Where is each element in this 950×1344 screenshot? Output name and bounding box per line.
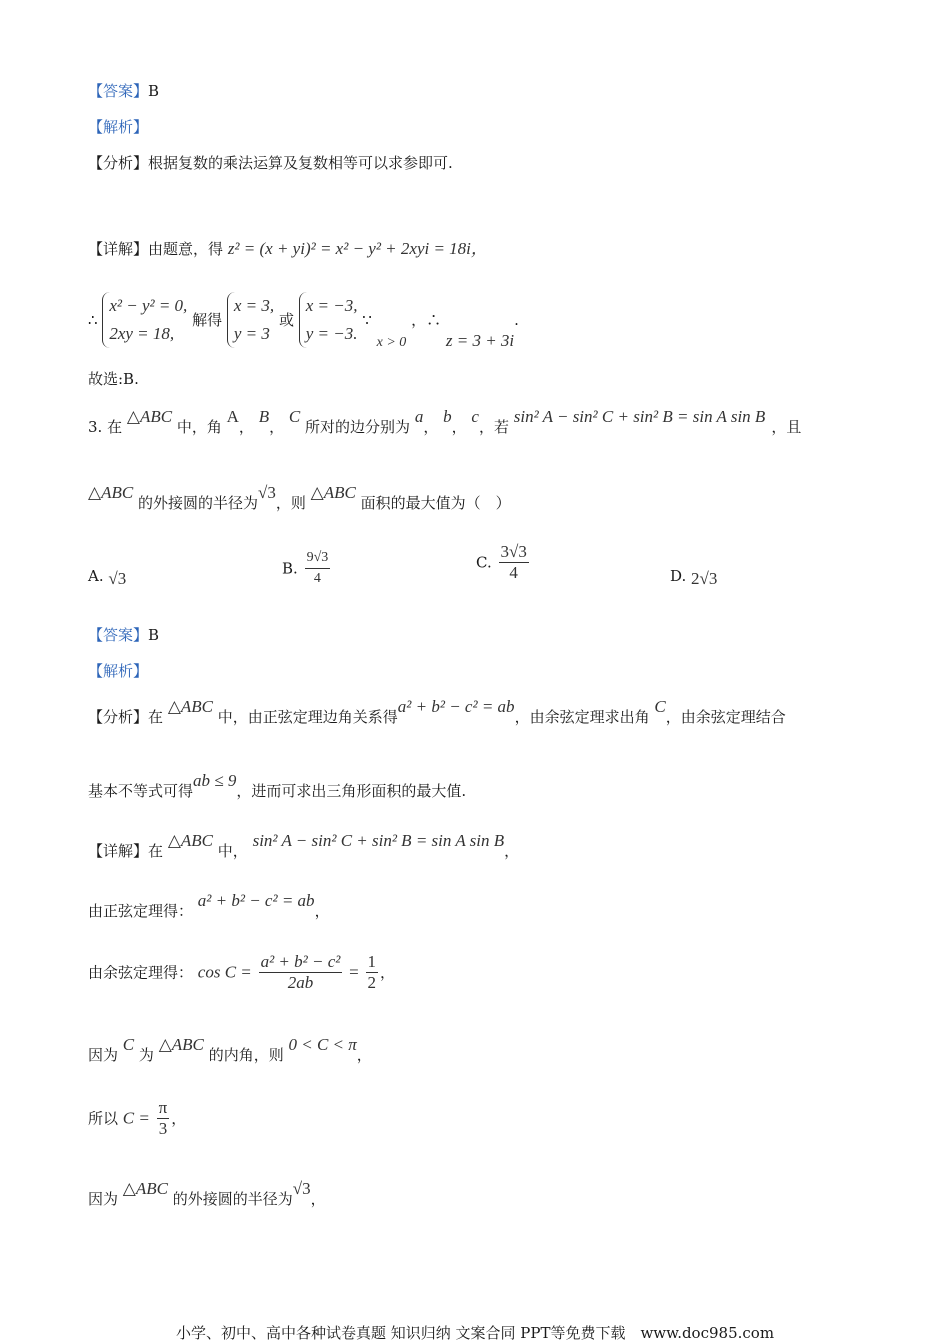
so-lhs: C = — [122, 1108, 150, 1128]
q3-explanation-line — [88, 660, 148, 682]
option-c-label: C. — [476, 553, 492, 572]
cosine-rule-line — [88, 952, 395, 993]
q2-analysis-line — [88, 152, 453, 174]
q3-text: 所对的边分别为 — [305, 418, 411, 436]
answer-value: B — [148, 82, 160, 100]
system-3-row-2: y = −3. — [305, 324, 358, 343]
equation-system-1 — [102, 292, 187, 348]
cosine-fraction — [259, 952, 343, 993]
option-c-denominator: 4 — [509, 563, 518, 582]
cosine-end: ， — [380, 963, 396, 982]
option-d-label: D. — [670, 567, 687, 585]
cosine-numerator: a² + b² − c² — [260, 952, 341, 971]
system-2-row-1: x = 3, — [233, 296, 275, 315]
triangle-label: △ABC — [126, 407, 173, 426]
q2-answer-line — [88, 80, 159, 102]
pi-numerator: π — [158, 1098, 168, 1117]
side-b: b — [443, 407, 452, 426]
option-a — [88, 566, 126, 586]
q3-text: 中，角 — [176, 418, 222, 436]
result-end: . — [514, 311, 519, 329]
radius-value: √3 — [292, 1179, 311, 1198]
q3-analysis-line-2 — [88, 771, 467, 802]
detail-label: 【详解】 — [88, 842, 149, 860]
detail-text: 中， — [217, 842, 248, 860]
triangle-label: △ABC — [122, 1179, 168, 1198]
condition: x > 0 — [376, 335, 407, 350]
triangle-label: △ABC — [158, 1035, 204, 1054]
sine-rule-line — [88, 891, 330, 922]
option-b-denominator: 4 — [313, 571, 321, 586]
pi-denominator: 3 — [158, 1119, 168, 1138]
angle-a: A — [226, 407, 239, 426]
analysis-text: 在 — [148, 708, 164, 726]
option-c-numerator: 3√3 — [500, 542, 527, 561]
so-line — [88, 1098, 186, 1139]
detail-formula: z² = (x + yi)² = x² − y² + 2xyi = 18i， — [227, 239, 488, 258]
solve-text: 解得 — [192, 311, 223, 329]
q2-detail-line — [88, 238, 488, 260]
separator: ， — [269, 418, 285, 436]
system-1-row-1: x² − y² = 0, — [109, 296, 188, 315]
triangle-label: △ABC — [310, 483, 356, 502]
because-symbol: ∵ — [362, 311, 372, 329]
q3-text: 的外接圆的半径为 — [137, 494, 258, 512]
half-fraction — [366, 952, 379, 993]
detail-text: 在 — [148, 842, 164, 860]
q3-number: 3. 在 — [88, 418, 123, 436]
choice-text: 故选:B. — [88, 370, 139, 388]
analysis-label: 【分析】 — [88, 154, 149, 172]
option-c — [476, 542, 531, 583]
angle-end: ， — [356, 1046, 372, 1064]
so-text: 所以 — [88, 1109, 119, 1128]
radius-end: ， — [310, 1190, 326, 1208]
result: z = 3 + 3i — [445, 331, 515, 350]
detail-text: 由题意，得 — [148, 240, 224, 258]
analysis-label: 【分析】 — [88, 708, 149, 726]
separator: ， — [451, 418, 467, 436]
angle-text: 因为 — [88, 1046, 119, 1064]
therefore-symbol: ∴ — [88, 311, 98, 329]
half-numerator: 1 — [367, 952, 376, 971]
q3-equation: sin² A − sin² C + sin² B = sin A sin B — [513, 407, 766, 426]
option-b — [282, 548, 332, 589]
equation-system-2 — [227, 292, 274, 348]
radius-line — [88, 1179, 326, 1210]
or-text: 或 — [278, 311, 294, 329]
option-b-fraction — [305, 548, 331, 589]
analysis-text: ，由余弦定理结合 — [665, 708, 786, 726]
answer-label: 【答案】 — [88, 82, 149, 100]
option-b-label: B. — [282, 559, 298, 578]
side-c: c — [471, 407, 479, 426]
detail-equation: sin² A − sin² C + sin² B = sin A sin B — [252, 831, 505, 850]
q3-line-1 — [88, 407, 802, 438]
separator: ， — [238, 418, 254, 436]
sine-rule-end: ， — [314, 902, 330, 920]
system-2-row-2: y = 3 — [233, 324, 270, 343]
half-denominator: 2 — [367, 973, 376, 992]
analysis-text: ，进而可求出三角形面积的最大值. — [236, 782, 467, 800]
analysis-text: 根据复数的乘法运算及复数相等可以求参即可. — [148, 154, 453, 172]
analysis-text: ，由余弦定理求出角 — [514, 708, 650, 726]
angle-text: 的内角，则 — [208, 1046, 284, 1064]
angle-range-line — [88, 1035, 372, 1066]
analysis-text: 中，由正弦定理边角关系得 — [217, 708, 398, 726]
angle-c: C — [654, 697, 666, 716]
triangle-label: △ABC — [88, 483, 134, 502]
system-1-row-2: 2xy = 18, — [109, 324, 175, 343]
triangle-label: △ABC — [167, 831, 213, 850]
option-c-fraction — [499, 542, 529, 583]
q3-analysis-line-1 — [88, 697, 786, 728]
analysis-equation: a² + b² − c² = ab — [397, 697, 515, 716]
radius-value: √3 — [257, 483, 276, 502]
cosine-equals: = — [349, 962, 359, 982]
option-a-label: A. — [88, 567, 104, 585]
analysis-inequality: ab ≤ 9 — [193, 771, 237, 790]
option-a-value: √3 — [108, 569, 127, 588]
q3-text: ，若 — [478, 418, 509, 436]
analysis-text: 基本不等式可得 — [88, 782, 194, 800]
detail-text: ， — [504, 842, 520, 860]
angle-text: 为 — [138, 1046, 154, 1064]
angle-range: 0 < C < π — [288, 1035, 357, 1054]
radius-text: 的外接圆的半径为 — [172, 1190, 293, 1208]
angle-c: C — [288, 407, 301, 426]
cosine-denominator: 2ab — [287, 973, 314, 992]
q3-answer-line — [88, 624, 159, 646]
radius-text: 因为 — [88, 1190, 119, 1208]
q3-detail-line — [88, 831, 520, 862]
sine-rule-equation: a² + b² − c² = ab — [197, 891, 315, 910]
side-a: a — [414, 407, 424, 426]
cosine-lhs: cos C = — [197, 962, 252, 982]
detail-label: 【详解】 — [88, 240, 149, 258]
option-b-numerator: 9√3 — [305, 548, 331, 569]
therefore-symbol-2: ，∴ — [411, 311, 442, 329]
explanation-label: 【解析】 — [88, 662, 149, 680]
q2-explanation-line — [88, 116, 148, 138]
option-d — [670, 566, 717, 586]
page-footer: 小学、初中、高中各种试卷真题 知识归纳 文案合同 PPT等免费下载 www.doc985.com — [175, 1324, 775, 1342]
triangle-label: △ABC — [167, 697, 213, 716]
so-end: ， — [171, 1109, 187, 1128]
q3-text: ，则 — [275, 494, 306, 512]
answer-label: 【答案】 — [88, 626, 149, 644]
explanation-label: 【解析】 — [88, 118, 149, 136]
equation-system-3 — [299, 292, 358, 348]
q3-text: 面积的最大值为（ ） — [360, 494, 511, 512]
option-d-value: 2√3 — [691, 569, 718, 588]
q2-choice-line — [88, 368, 139, 390]
angle-c: C — [122, 1035, 135, 1054]
answer-value: B — [148, 626, 160, 644]
pi-fraction — [157, 1098, 170, 1139]
angle-b: B — [258, 407, 270, 426]
q3-line-2 — [88, 483, 511, 514]
sine-rule-text: 由正弦定理得： — [88, 902, 194, 920]
q2-system-line — [88, 292, 519, 357]
separator: ， — [423, 418, 439, 436]
system-3-row-1: x = −3, — [305, 296, 358, 315]
q3-text: ，且 — [771, 418, 802, 436]
cosine-rule-text: 由余弦定理得： — [88, 963, 194, 982]
